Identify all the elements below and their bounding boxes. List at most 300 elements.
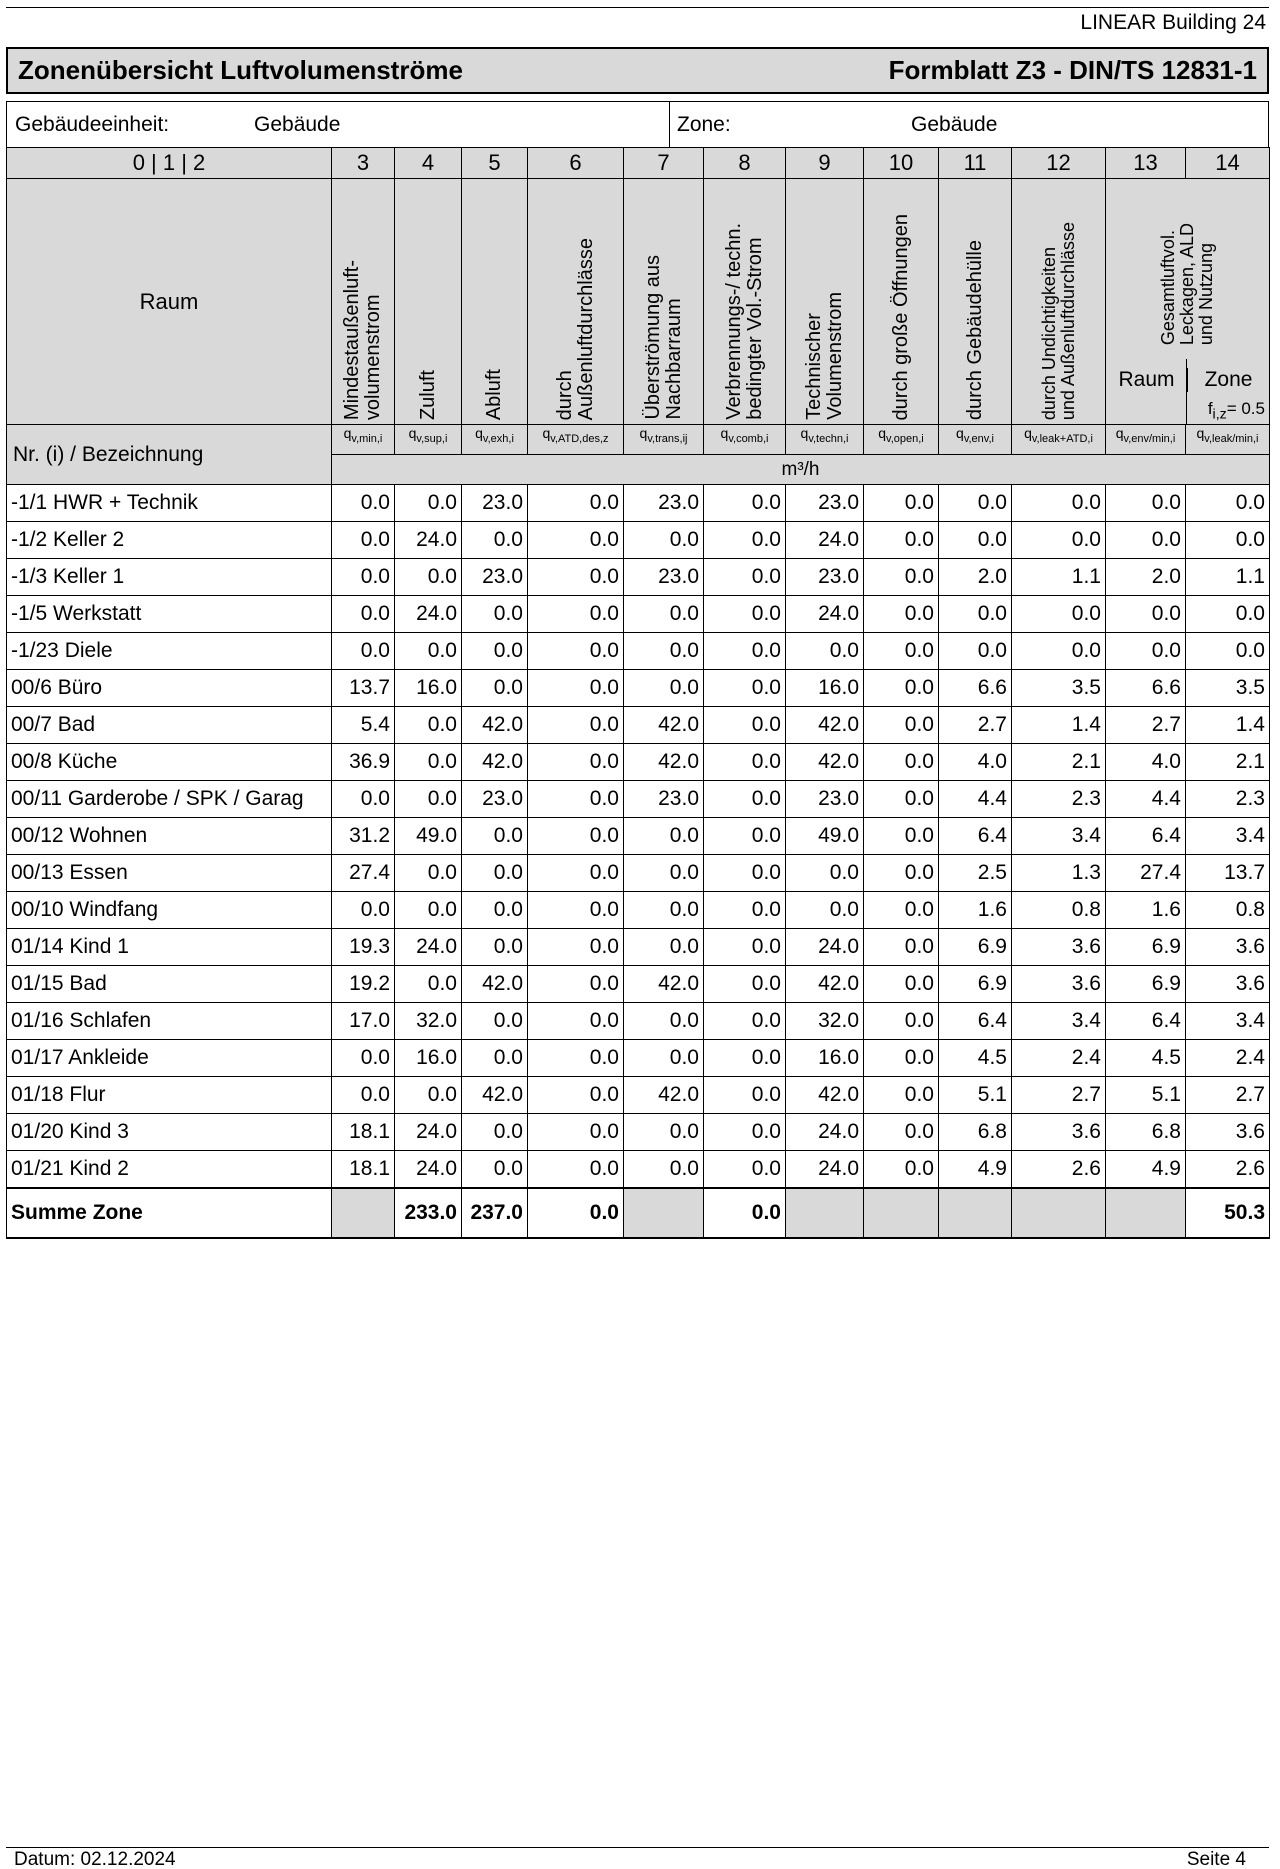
value-cell: 0.0 xyxy=(528,633,624,670)
value-cell: 0.0 xyxy=(624,1003,704,1040)
value-cell: 4.4 xyxy=(1106,781,1186,818)
value-cell: 13.7 xyxy=(332,670,395,707)
value-cell: 0.0 xyxy=(864,966,939,1003)
column-heading xyxy=(624,179,704,425)
value-cell: 24.0 xyxy=(786,1151,864,1188)
value-cell: 0.0 xyxy=(462,1151,528,1188)
value-cell: 0.0 xyxy=(704,1077,786,1114)
value-cell: 0.0 xyxy=(1106,522,1186,559)
value-cell: 0.0 xyxy=(864,744,939,781)
value-cell: 32.0 xyxy=(786,1003,864,1040)
value-cell: 1.4 xyxy=(1186,707,1270,744)
column-heading xyxy=(395,179,462,425)
value-cell: 0.0 xyxy=(864,485,939,522)
zone-table xyxy=(6,147,1270,1239)
value-cell: 42.0 xyxy=(462,1077,528,1114)
symbol-subscript: v,leak+ATD,i xyxy=(1031,432,1093,445)
room-name: 00/8 Küche xyxy=(7,744,332,781)
value-cell: 2.0 xyxy=(1106,559,1186,596)
nr-heading: Nr. (i) / Bezeichnung xyxy=(7,425,332,485)
value-cell: 24.0 xyxy=(786,1114,864,1151)
value-cell: 23.0 xyxy=(624,559,704,596)
sub-zone: Zone xyxy=(1187,368,1269,392)
room-name: -1/3 Keller 1 xyxy=(7,559,332,596)
value-cell: 6.4 xyxy=(939,1003,1012,1040)
column-number: 6 xyxy=(528,148,624,179)
column-heading-row xyxy=(7,179,1270,425)
column-heading xyxy=(1106,179,1270,425)
room-name: 01/17 Ankleide xyxy=(7,1040,332,1077)
value-cell: 23.0 xyxy=(462,781,528,818)
value-cell: 0.0 xyxy=(528,1077,624,1114)
symbol: q xyxy=(956,425,964,441)
column-heading-text: Mindestaußenluft- volumenstrom xyxy=(341,259,384,420)
page-title: Zonenübersicht Luftvolumenströme xyxy=(18,55,463,85)
value-cell: 0.0 xyxy=(462,929,528,966)
column-number-row xyxy=(7,148,1270,179)
value-cell: 23.0 xyxy=(624,485,704,522)
value-cell: 0.0 xyxy=(624,818,704,855)
value-cell: 0.0 xyxy=(624,929,704,966)
room-name: -1/5 Werkstatt xyxy=(7,596,332,633)
symbol: q xyxy=(1196,425,1205,441)
room-name: 00/11 Garderobe / SPK / Garag xyxy=(7,781,332,818)
value-cell: 0.0 xyxy=(332,596,395,633)
value-cell: 0.8 xyxy=(1186,892,1270,929)
value-cell: 0.0 xyxy=(528,670,624,707)
value-cell: 0.0 xyxy=(462,633,528,670)
value-cell: 0.0 xyxy=(864,559,939,596)
table-row xyxy=(7,744,1270,781)
value-cell: 36.9 xyxy=(332,744,395,781)
room-name: 00/6 Büro xyxy=(7,670,332,707)
value-cell: 0.0 xyxy=(704,1003,786,1040)
value-cell: 0.0 xyxy=(1106,485,1186,522)
symbol-cell xyxy=(1186,425,1270,455)
value-cell: 2.7 xyxy=(1106,707,1186,744)
value-cell: 0.0 xyxy=(395,966,462,1003)
symbol: q xyxy=(542,425,551,441)
value-cell: 0.0 xyxy=(704,1114,786,1151)
sum-cell xyxy=(624,1188,704,1238)
column-heading xyxy=(786,179,864,425)
room-name: 01/14 Kind 1 xyxy=(7,929,332,966)
value-cell: 0.0 xyxy=(624,855,704,892)
value-cell: 6.9 xyxy=(1106,966,1186,1003)
value-cell: 0.0 xyxy=(624,892,704,929)
column-number: 5 xyxy=(462,148,528,179)
value-cell: 2.1 xyxy=(1186,744,1270,781)
value-cell: 6.6 xyxy=(1106,670,1186,707)
value-cell: 0.0 xyxy=(704,818,786,855)
symbol-cell xyxy=(462,425,528,455)
value-cell: 42.0 xyxy=(786,707,864,744)
value-cell: 2.5 xyxy=(939,855,1012,892)
column-heading-text: durch Gebäudehülle xyxy=(963,239,986,420)
column-number: 8 xyxy=(704,148,786,179)
value-cell: 0.0 xyxy=(864,633,939,670)
value-cell: 3.5 xyxy=(1186,670,1270,707)
value-cell: 23.0 xyxy=(624,781,704,818)
zone-value: Gebäude xyxy=(911,113,998,136)
value-cell: 4.0 xyxy=(1106,744,1186,781)
symbol: q xyxy=(800,425,809,441)
value-cell: 1.3 xyxy=(1012,855,1106,892)
value-cell: 0.0 xyxy=(624,1040,704,1077)
column-number: 3 xyxy=(332,148,395,179)
value-cell: 2.7 xyxy=(1186,1077,1270,1114)
symbol-cell xyxy=(395,425,462,455)
value-cell: 0.0 xyxy=(864,929,939,966)
value-cell: 0.0 xyxy=(332,633,395,670)
value-cell: 0.0 xyxy=(939,485,1012,522)
value-cell: 0.0 xyxy=(704,633,786,670)
value-cell: 6.8 xyxy=(939,1114,1012,1151)
value-cell: 0.0 xyxy=(864,670,939,707)
value-cell: 0.0 xyxy=(528,929,624,966)
value-cell: 3.4 xyxy=(1186,1003,1270,1040)
value-cell: 0.0 xyxy=(704,485,786,522)
value-cell: 0.8 xyxy=(1012,892,1106,929)
value-cell: 2.6 xyxy=(1186,1151,1270,1188)
table-row xyxy=(7,855,1270,892)
column-number: 0 | 1 | 2 xyxy=(7,148,332,179)
value-cell: 0.0 xyxy=(528,892,624,929)
value-cell: 0.0 xyxy=(864,855,939,892)
value-cell: 0.0 xyxy=(704,781,786,818)
value-cell: 42.0 xyxy=(462,744,528,781)
table-row xyxy=(7,892,1270,929)
value-cell: 23.0 xyxy=(462,559,528,596)
value-cell: 19.3 xyxy=(332,929,395,966)
value-cell: 0.0 xyxy=(1012,522,1106,559)
value-cell: 0.0 xyxy=(332,522,395,559)
value-cell: 6.9 xyxy=(939,966,1012,1003)
value-cell: 16.0 xyxy=(786,1040,864,1077)
value-cell: 0.0 xyxy=(1186,596,1270,633)
value-cell: 42.0 xyxy=(786,744,864,781)
value-cell: 0.0 xyxy=(528,485,624,522)
value-cell: 0.0 xyxy=(462,522,528,559)
value-cell: 0.0 xyxy=(864,1003,939,1040)
unit-value: Gebäude xyxy=(254,113,341,136)
value-cell: 0.0 xyxy=(395,781,462,818)
symbol: q xyxy=(878,425,887,441)
value-cell: 31.2 xyxy=(332,818,395,855)
value-cell: 0.0 xyxy=(332,892,395,929)
sum-cell xyxy=(332,1188,395,1238)
value-cell: 16.0 xyxy=(786,670,864,707)
value-cell: 0.0 xyxy=(1012,596,1106,633)
symbol: q xyxy=(343,425,352,441)
value-cell: 0.0 xyxy=(395,744,462,781)
symbol-row xyxy=(7,425,1270,455)
building-name: LINEAR Building 24 xyxy=(1080,11,1266,34)
value-cell: 0.0 xyxy=(395,855,462,892)
value-cell: 0.0 xyxy=(939,633,1012,670)
value-cell: 0.0 xyxy=(704,670,786,707)
symbol-cell xyxy=(624,425,704,455)
symbol-cell xyxy=(704,425,786,455)
value-cell: 2.4 xyxy=(1012,1040,1106,1077)
value-cell: 0.0 xyxy=(528,818,624,855)
table-row xyxy=(7,1077,1270,1114)
symbol-subscript: v,leak/min,i xyxy=(1204,432,1259,445)
value-cell: 3.6 xyxy=(1186,929,1270,966)
symbol-subscript: v,env,i xyxy=(963,432,994,445)
value-cell: 0.0 xyxy=(624,1151,704,1188)
form-title: Formblatt Z3 - DIN/TS 12831-1 xyxy=(888,55,1257,85)
value-cell: 3.4 xyxy=(1012,818,1106,855)
value-cell: 0.0 xyxy=(332,781,395,818)
value-cell: 0.0 xyxy=(704,966,786,1003)
value-cell: 2.6 xyxy=(1012,1151,1106,1188)
column-number: 13 xyxy=(1106,148,1186,179)
symbol-subscript: v,trans,ij xyxy=(647,432,688,445)
room-name: 00/13 Essen xyxy=(7,855,332,892)
column-heading-text: Abluft xyxy=(483,368,505,420)
value-cell: 0.0 xyxy=(864,1040,939,1077)
value-cell: 0.0 xyxy=(624,633,704,670)
value-cell: 4.9 xyxy=(1106,1151,1186,1188)
value-cell: 0.0 xyxy=(704,855,786,892)
symbol: q xyxy=(1115,425,1124,441)
column-heading xyxy=(528,179,624,425)
symbol-cell xyxy=(786,425,864,455)
column-heading-text: Zuluft xyxy=(416,369,439,420)
column-heading xyxy=(462,179,528,425)
value-cell: 1.1 xyxy=(1186,559,1270,596)
value-cell: 17.0 xyxy=(332,1003,395,1040)
value-cell: 0.0 xyxy=(864,522,939,559)
value-cell: 0.0 xyxy=(786,892,864,929)
column-heading-text: Verbrennungs-/ techn. bedingter Vol.-Strom xyxy=(722,223,766,420)
value-cell: 0.0 xyxy=(939,596,1012,633)
table-row xyxy=(7,1151,1270,1188)
table-row xyxy=(7,1040,1270,1077)
value-cell: 3.6 xyxy=(1012,929,1106,966)
value-cell: 0.0 xyxy=(704,707,786,744)
value-cell: 0.0 xyxy=(462,670,528,707)
value-cell: 42.0 xyxy=(462,966,528,1003)
table-row xyxy=(7,522,1270,559)
value-cell: 1.4 xyxy=(1012,707,1106,744)
column-heading xyxy=(704,179,786,425)
room-name: 01/15 Bad xyxy=(7,966,332,1003)
symbol-subscript: v,env/min,i xyxy=(1123,432,1176,445)
value-cell: 0.0 xyxy=(864,818,939,855)
value-cell: 0.0 xyxy=(528,559,624,596)
value-cell: 2.7 xyxy=(1012,1077,1106,1114)
sum-cell: 0.0 xyxy=(528,1188,624,1238)
value-cell: 2.3 xyxy=(1186,781,1270,818)
value-cell: 23.0 xyxy=(462,485,528,522)
unit-label: Gebäudeeinheit: xyxy=(15,113,170,136)
value-cell: 0.0 xyxy=(1106,633,1186,670)
footer-page: Seite 4 xyxy=(1186,1849,1246,1869)
value-cell: 24.0 xyxy=(786,522,864,559)
value-cell: 0.0 xyxy=(528,707,624,744)
value-cell: 24.0 xyxy=(786,596,864,633)
value-cell: 3.6 xyxy=(1012,1114,1106,1151)
column-heading xyxy=(1012,179,1106,425)
value-cell: 3.6 xyxy=(1186,966,1270,1003)
value-cell: 0.0 xyxy=(462,818,528,855)
value-cell: 27.4 xyxy=(332,855,395,892)
value-cell: 0.0 xyxy=(864,596,939,633)
value-cell: 2.3 xyxy=(1012,781,1106,818)
value-cell: 0.0 xyxy=(395,1077,462,1114)
value-cell: 0.0 xyxy=(528,1040,624,1077)
sum-cell xyxy=(939,1188,1012,1238)
value-cell: 0.0 xyxy=(332,559,395,596)
value-cell: 0.0 xyxy=(462,1040,528,1077)
value-cell: 49.0 xyxy=(395,818,462,855)
value-cell: 0.0 xyxy=(624,1114,704,1151)
column-heading-text: durch große Öffnungen xyxy=(889,213,912,420)
value-cell: 0.0 xyxy=(704,1040,786,1077)
sum-cell xyxy=(1012,1188,1106,1238)
value-cell: 0.0 xyxy=(704,559,786,596)
table-row xyxy=(7,707,1270,744)
room-name: -1/1 HWR + Technik xyxy=(7,485,332,522)
value-cell: 0.0 xyxy=(864,707,939,744)
value-cell: 6.9 xyxy=(939,929,1012,966)
symbol-cell xyxy=(528,425,624,455)
column-number: 4 xyxy=(395,148,462,179)
symbol-cell xyxy=(1106,425,1186,455)
fiz-symbol: f xyxy=(1207,398,1213,418)
room-name: 01/18 Flur xyxy=(7,1077,332,1114)
value-cell: 18.1 xyxy=(332,1114,395,1151)
table-row xyxy=(7,929,1270,966)
value-cell: 0.0 xyxy=(528,781,624,818)
value-cell: 23.0 xyxy=(786,485,864,522)
value-cell: 0.0 xyxy=(1186,522,1270,559)
value-cell: 32.0 xyxy=(395,1003,462,1040)
value-cell: 1.6 xyxy=(1106,892,1186,929)
value-cell: 0.0 xyxy=(786,633,864,670)
value-cell: 0.0 xyxy=(864,892,939,929)
value-cell: 0.0 xyxy=(704,744,786,781)
value-cell: 24.0 xyxy=(786,929,864,966)
symbol-subscript: v,exh,i xyxy=(482,432,514,445)
value-cell: 6.4 xyxy=(939,818,1012,855)
room-name: 01/16 Schlafen xyxy=(7,1003,332,1040)
column-heading-text: durch Undichtigkeiten und Außenluftdurchlässe xyxy=(1038,221,1078,420)
value-cell: 24.0 xyxy=(395,929,462,966)
meta-bar xyxy=(6,101,1269,148)
symbol-cell xyxy=(864,425,939,455)
value-cell: 0.0 xyxy=(395,633,462,670)
value-cell: 0.0 xyxy=(864,781,939,818)
column-number: 14 xyxy=(1186,148,1270,179)
table-row xyxy=(7,1114,1270,1151)
value-cell: 24.0 xyxy=(395,1151,462,1188)
value-cell: 5.1 xyxy=(1106,1077,1186,1114)
value-cell: 0.0 xyxy=(528,1151,624,1188)
sum-cell: 237.0 xyxy=(462,1188,528,1238)
value-cell: 0.0 xyxy=(528,966,624,1003)
value-cell: 0.0 xyxy=(395,559,462,596)
value-cell: 2.0 xyxy=(939,559,1012,596)
value-cell: 42.0 xyxy=(786,966,864,1003)
title-bar xyxy=(6,47,1269,94)
sum-cell xyxy=(1106,1188,1186,1238)
value-cell: 0.0 xyxy=(864,1077,939,1114)
symbol: q xyxy=(1024,425,1032,441)
value-cell: 0.0 xyxy=(1012,485,1106,522)
value-cell: 24.0 xyxy=(395,1114,462,1151)
table-row xyxy=(7,485,1270,522)
value-cell: 3.4 xyxy=(1186,818,1270,855)
value-cell: 0.0 xyxy=(704,596,786,633)
room-name: 01/20 Kind 3 xyxy=(7,1114,332,1151)
fiz-label xyxy=(1208,399,1265,422)
value-cell: 0.0 xyxy=(528,855,624,892)
value-cell: 4.5 xyxy=(1106,1040,1186,1077)
symbol-cell xyxy=(332,425,395,455)
value-cell: 0.0 xyxy=(462,1003,528,1040)
value-cell: 24.0 xyxy=(395,596,462,633)
value-cell: 0.0 xyxy=(395,707,462,744)
value-cell: 0.0 xyxy=(624,522,704,559)
value-cell: 0.0 xyxy=(624,670,704,707)
value-cell: 0.0 xyxy=(528,596,624,633)
value-cell: 0.0 xyxy=(1012,633,1106,670)
footer-date: Datum: 02.12.2024 xyxy=(14,1849,176,1869)
value-cell: 1.6 xyxy=(939,892,1012,929)
value-cell: 0.0 xyxy=(395,892,462,929)
symbol: q xyxy=(408,425,417,441)
value-cell: 0.0 xyxy=(462,855,528,892)
zone-label: Zone: xyxy=(677,113,731,136)
room-name: 00/10 Windfang xyxy=(7,892,332,929)
unit-cell: m³/h xyxy=(332,455,1270,485)
fiz-value: = 0.5 xyxy=(1226,398,1265,418)
sum-cell: 50.3 xyxy=(1186,1188,1270,1238)
top-rule xyxy=(6,7,1269,8)
value-cell: 0.0 xyxy=(528,1114,624,1151)
value-cell: 0.0 xyxy=(864,1151,939,1188)
symbol-cell xyxy=(1012,425,1106,455)
value-cell: 3.6 xyxy=(1012,966,1106,1003)
value-cell: 0.0 xyxy=(395,485,462,522)
room-name: -1/2 Keller 2 xyxy=(7,522,332,559)
value-cell: 2.7 xyxy=(939,707,1012,744)
column-heading-text: durch Außenluftdurchlässe xyxy=(553,237,597,420)
value-cell: 24.0 xyxy=(395,522,462,559)
room-name: 00/7 Bad xyxy=(7,707,332,744)
value-cell: 0.0 xyxy=(1186,633,1270,670)
value-cell: 0.0 xyxy=(786,855,864,892)
value-cell: 5.4 xyxy=(332,707,395,744)
value-cell: 16.0 xyxy=(395,670,462,707)
table-row xyxy=(7,1003,1270,1040)
sub-raum: Raum xyxy=(1118,368,1175,391)
column-number: 11 xyxy=(939,148,1012,179)
column-heading xyxy=(332,179,395,425)
room-name: -1/23 Diele xyxy=(7,633,332,670)
value-cell: 0.0 xyxy=(462,1114,528,1151)
value-cell: 0.0 xyxy=(1106,596,1186,633)
value-cell: 19.2 xyxy=(332,966,395,1003)
value-cell: 4.4 xyxy=(939,781,1012,818)
value-cell: 0.0 xyxy=(864,1114,939,1151)
column-heading-text: Technischer Volumenstrom xyxy=(802,292,846,420)
value-cell: 6.4 xyxy=(1106,818,1186,855)
value-cell: 2.1 xyxy=(1012,744,1106,781)
